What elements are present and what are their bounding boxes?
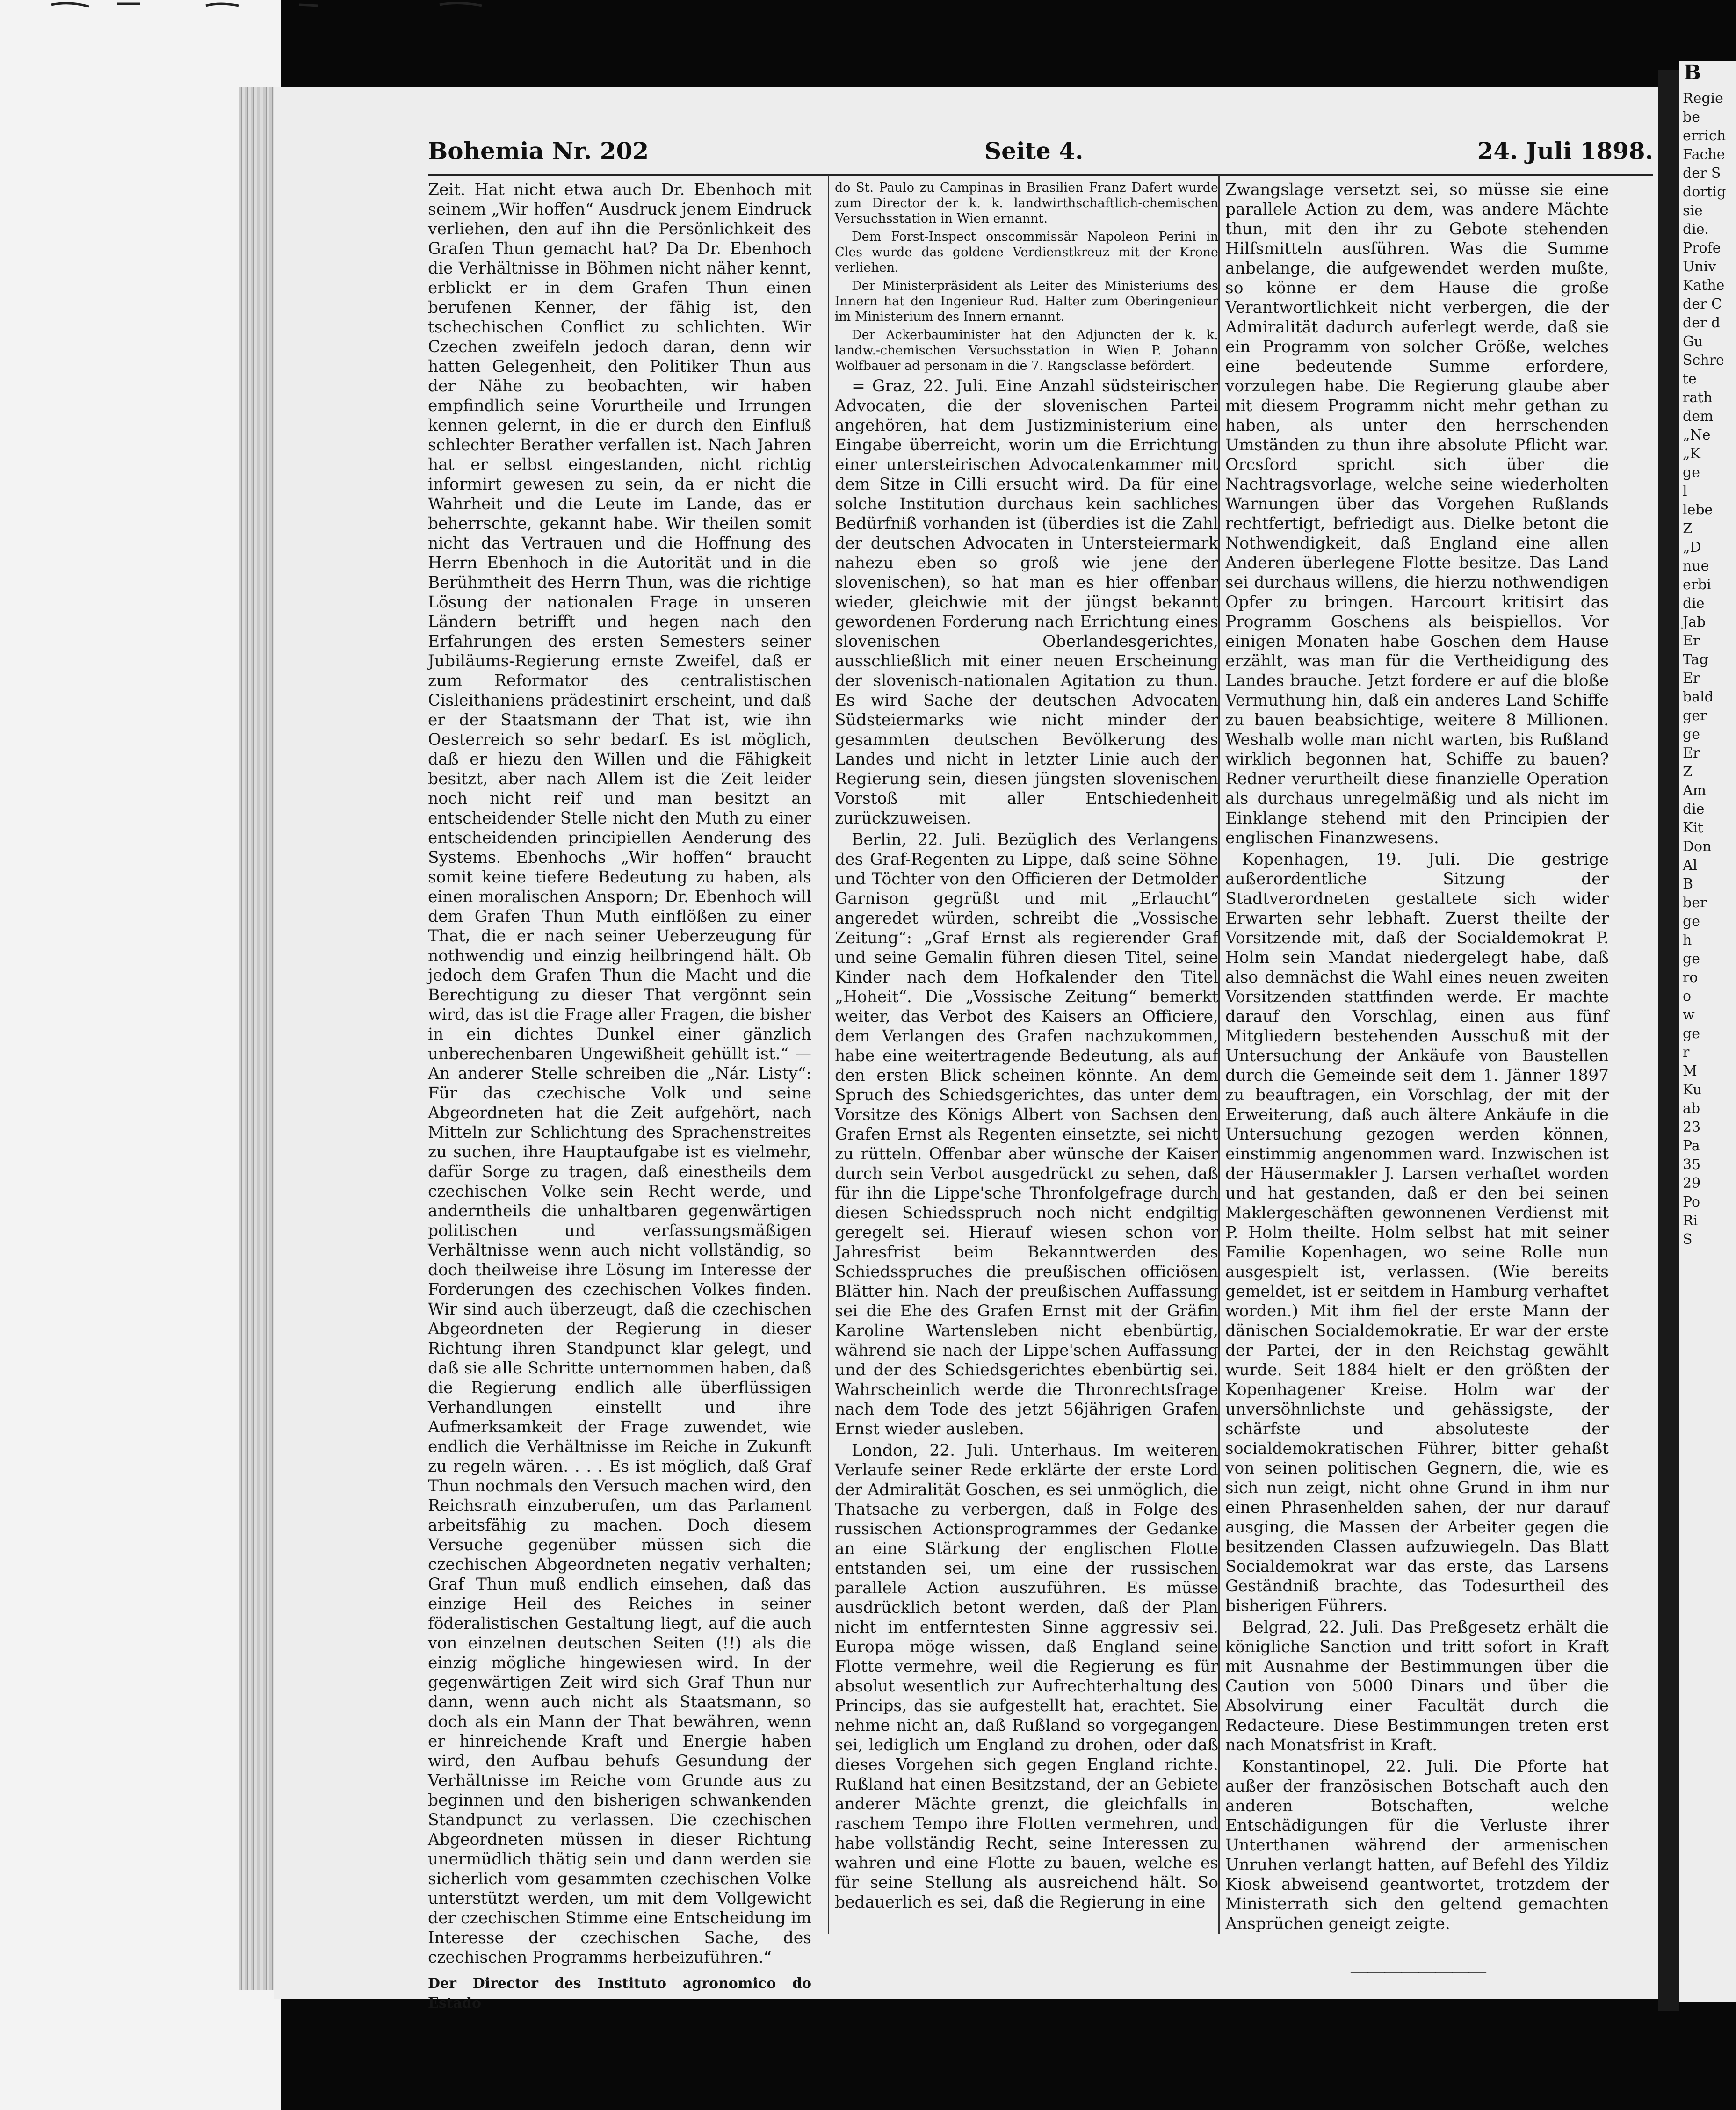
next-page-line-fragment: Don — [1683, 838, 1712, 855]
article-london: London, 22. Juli. Unterhaus. Im weiteren Verlaufe seiner Rede erklärte der erste Lord der Admiralität Goschen, es sei unmöglich, die Thatsache zu verbergen, daß in Folge des russischen Actionsprogrammes der Gedanke an eine Stärkung der englischen Flotte entstanden sei, um eine der russischen parallele Action auszuführen. Es müsse ausdrücklich betont werden, daß der Plan nicht im entferntesten Sinne aggressiv sei. Europa möge wissen, daß England seine Flotte vermehre, weil die Regierung es für absolut wesentlich zur Aufrechterhaltung des Princips, das sie aufgestellt hat, erachtet. Sie nehme nicht an, daß Rußland so vorgegangen sei, lediglich um England zu drohen, oder daß dieses Vorgehen sich gegen England richte. Rußland hat einen Besitzstand, der an Gebiete anderer Mächte grenzt, die gleichfalls in raschem Tempo ihre Flotten vermehren, und habe vollständig Recht, seine Interessen zu wahren und eine Flotte zu bauen, welche es für seine Stellung als ausreichend hält. So bedauerlich es sei, daß die Regierung in eine — [835, 1441, 1218, 1912]
next-page-line-fragment: ber — [1683, 895, 1707, 911]
next-page-line-fragment: ge — [1683, 726, 1700, 743]
next-page-line-fragment: rath — [1683, 390, 1713, 406]
next-page-line-fragment: Ri — [1683, 1213, 1698, 1229]
column-rule — [1218, 175, 1220, 1934]
next-page-line-fragment: M — [1683, 1063, 1697, 1079]
next-page-line-fragment: Gu — [1683, 333, 1703, 350]
gutter-shadow — [1658, 70, 1679, 2011]
header-page-number: Seite 4. — [984, 137, 1084, 165]
next-page-line-fragment: die — [1683, 595, 1705, 612]
next-page-line-fragment: Z — [1683, 764, 1693, 780]
next-page-line-fragment: w — [1683, 1007, 1695, 1023]
next-page-line-fragment: Profe — [1683, 240, 1721, 256]
column-3 — [1225, 180, 1609, 1983]
article-text: Der Director des Instituto agronomico do Estado — [428, 1975, 811, 2011]
next-page-line-fragment: Ku — [1683, 1082, 1702, 1098]
next-page-line-fragment: nue — [1683, 558, 1709, 574]
next-page-line-fragment: Er — [1683, 633, 1700, 649]
next-page-line-fragment: ge — [1683, 1026, 1700, 1042]
newspaper-page — [274, 87, 1658, 2011]
next-page-line-fragment: Schre — [1683, 352, 1724, 369]
article-text: Zeit. Hat nicht etwa auch Dr. Ebenhoch mit seinem „Wir hoffen“ Ausdruck jenem Eindruck verliehen, den auf ihn die Persönlichkeit des Grafen Thun gemacht hat? Da Dr. Ebenhoch die Verhältnisse in Böhmen nicht näher kennt, erblickt er in dem Grafen Thun einen berufenen Kenner, der fähig ist, den tschechischen Conflict zu schlichten. Wir Czechen zweifeln jedoch daran, denn wir hatten Gelegenheit, den Politiker Thun aus der Nähe zu beobachten, wir haben empfindlich seine Vorurtheile und Irrungen kennen gelernt, in die er durch den Einfluß schlechter Berather verfallen ist. Nach Jahren hat er selbst eingestanden, nicht richtig informirt gewesen zu sein, da er nicht die Wahrheit und die Leute im Lande, das er beherrschte, gekannt habe. Wir theilen somit nicht das Vertrauen und die Hoffnung des Herrn Ebenhoch in die Autorität und in die Berühmtheit des Herrn Thun, was die richtige Lösung der nationalen Frage in unseren Ländern betrifft und hegen nach den Erfahrungen des ersten Semesters seiner Jubiläums-Regierung ernste Zweifel, daß er zum Reformator des centralistischen Cisleithaniens prädestinirt erscheint, und daß er der Staatsmann der That ist, wie ihn Oesterreich so sehr bedarf. Es ist möglich, daß er hiezu den Willen und die Fähigkeit besitzt, aber nach Allem ist die Zeit leider noch nicht reif und man besitzt an entscheidender Stelle nicht den Muth zu einer entscheidenden principiellen Aenderung des Systems. Ebenhochs „Wir hoffen“ braucht somit keine tiefere Bedeutung zu haben, als einen moralischen Ansporn; Dr. Ebenhoch will dem Grafen Thun Muth einflößen zu einer That, die er nach seiner Ueberzeugung für nothwendig und einzig heilbringend hält. Ob jedoch dem Grafen Thun die Macht und die Berechtigung zu dieser That vergönnt sein wird, das ist die Frage aller Fragen, die bisher in ein dichtes Dunkel einer gänzlich unberechenbaren Ungewißheit gehüllt ist.“ — An anderer Stelle schreiben die „Nár. Listy“: Für das czechische Volk und seine Abgeordneten hat die Zeit aufgehört, nach Mitteln zur Schlichtung des Sprachenstreites zu suchen, ihre Hauptaufgabe ist es vielmehr, dafür Sorge zu tragen, daß einestheils dem czechischen Volke sein Recht werde, und anderntheils die unhaltbaren gegenwärtigen politischen und verfassungsmäßigen Verhältnisse wenn auch nicht vollständig, so doch theilweise ihre Lösung im Interesse der Forderungen des czechischen Volkes finden. Wir sind auch überzeugt, daß die czechischen Abgeordneten der Regierung in dieser Richtung ihren Standpunct klar gelegt, und daß sie alle Schritte unternommen haben, daß die Regierung endlich alle überflüssigen Verhandlungen einstellt und ihre Aufmerksamkeit der Frage zuwendet, wie endlich die Verhältnisse im Reiche in Zukunft zu regeln wären. . . . Es ist möglich, daß Graf Thun nochmals den Versuch machen wird, den Reichsrath einzuberufen, um das Parlament arbeitsfähig zu machen. Doch diesem Versuche gegenüber müssen sich die czechischen Abgeordneten negativ verhalten; Graf Thun muß endlich einsehen, daß das einzige Heil des Reiches in seiner föderalistischen Gestaltung liegt, auf die auch von einzelnen deutschen Seiten (!!) als die einzig mögliche hingewiesen wird. In der gegenwärtigen Zeit wird sich Graf Thun nur dann, wenn auch nicht als Staatsmann, so doch als ein Mann der That bewähren, wenn er hinreichende Kraft und Energie haben wird, den Aufbau behufs Gesundung der Verhältnisse im Reiche vom Grunde aus zu beginnen und den bisherigen schwankenden Standpunct zu verlassen. Die czechischen Abgeordneten müssen in dieser Richtung unermüdlich thätig sein und dann werden sie sicherlich vom gesammten czechischen Volke unterstützt werden, um mit dem Vollgewicht der czechischen Stimme eine Entscheidung im Interesse der czechischen Sache, des czechischen Programms herbeizuführen.“ — [428, 181, 811, 1967]
next-page-line-fragment: „Ne — [1683, 427, 1711, 443]
next-page-line-fragment: Er — [1683, 670, 1700, 686]
section-separator: ———————— — [1350, 1960, 1484, 1983]
next-page-line-fragment: der C — [1683, 296, 1722, 312]
next-page-line-fragment: Z — [1683, 520, 1693, 537]
column-2 — [835, 180, 1218, 1957]
article-text: Zwangslage versetzt sei, so müsse sie eine parallele Action zu dem, was andere Mächte thun, mit den ihr zu Gebote stehenden Hilfsmitteln ausführen. Was die Summe anbelange, die aufgewendet werden mußte, so könne er dem Hause die große Verantwortlichkeit nicht verbergen, die der Admiralität dadurch auferlegt werde, daß sie ein Programm von solcher Größe, welches eine bedeutende Summe erfordere, vorzulegen habe. Die Regierung glaube aber mit diesem Programm nicht mehr gethan zu haben, als unter den herrschenden Umständen zu thun ihre absolute Pflicht war. Orcsford spricht sich über die Nachtragsvorlage, welche seine wiederholten Warnungen über das Vorgehen Rußlands rechtfertigt, befriedigt aus. Dielke betont die Nothwendigkeit, daß England eine allen Anderen überlegene Flotte besitze. Das Land sei durchaus willens, die hierzu nothwendigen Opfer zu bringen. Harcourt kritisirt das Programm Goschens als beispiellos. Vor einigen Monaten habe Goschen dem Hause erzählt, was man für die Vertheidigung des Landes brauche. Jetzt fordere er auf die bloße Vermuthung hin, daß ein anderes Land Schiffe zu bauen beabsichtige, weitere 8 Millionen. Weshalb wolle man nicht warten, bis Rußland wirklich begonnen hat, Schiffe zu bauen? Redner verurtheilt diese finanzielle Operation als durchaus unregelmäßig und als nicht im Einklange stehend mit den Principien der englischen Finanzwesens. — [1225, 181, 1609, 847]
news-brief: Der Ministerpräsident als Leiter des Ministeriums des Innern hat den Ingenieur Rud. Halter zum Oberingenieur im Ministerium des Innern ernannt. — [835, 279, 1218, 324]
next-page-line-fragment: die. — [1683, 221, 1709, 238]
next-page-line-fragment: bald — [1683, 689, 1714, 705]
next-page-line-fragment: die — [1683, 801, 1705, 817]
next-page-line-fragment: Kathe — [1683, 277, 1725, 294]
next-page-line-fragment: 29 — [1683, 1175, 1701, 1192]
article-berlin: Berlin, 22. Juli. Bezüglich des Verlangens des Graf-Regenten zu Lippe, daß seine Söhne und Töchter von den Officieren der Detmolder Garnison gegrüßt und mit „Erlaucht“ angeredet würden, schreibt die „Vossische Zeitung“: „Graf Ernst als regierender Graf und seine Gemalin führen diesen Titel, seine Kinder nach dem Hofkalender den Titel „Hoheit“. Die „Vossische Zeitung“ bemerkt weiter, das Verbot des Kaisers an Officiere, dem Verlangen des Grafen nachzukommen, habe eine weitertragende Bedeutung, als auf den ersten Blick scheinen könnte. An dem Spruch des Schiedsgerichtes, das unter dem Vorsitze des Königs Albert von Sachsen den Grafen Ernst als Regenten einsetzte, sei nicht zu rütteln. Offenbar aber wünsche der Kaiser durch sein Verbot ausgedrückt zu sehen, daß für ihn die Lippe'sche Thronfolgefrage durch diesen Schiedsspruch noch nicht endgiltig geregelt sei. Hierauf wiesen schon vor Jahresfrist beim Bekanntwerden des Schiedsspruches die preußischen officiösen Blätter hin. Nach der preußischen Auffassung sei die Ehe des Grafen Ernst mit der Gräfin Karoline Wartensleben nicht ebenbürtig, während sie nach der Lippe'schen Auffassung und der des Schiedsgerichtes ebenbürtig sei. Wahrscheinlich werde die Thronrechtsfrage nach dem Tode des jetzt 56jährigen Grafen Ernst wieder ausleben. — [835, 831, 1218, 1438]
next-page-line-fragment: be — [1683, 109, 1700, 125]
next-page-line-fragment: Kit — [1683, 820, 1704, 836]
next-page-fragment — [1679, 61, 1736, 2002]
next-page-line-fragment: o — [1683, 988, 1692, 1004]
next-page-line-fragment: Pa — [1683, 1138, 1700, 1154]
next-page-line-fragment: der d — [1683, 315, 1721, 331]
next-page-line-fragment: ge — [1683, 913, 1700, 930]
column-rule — [828, 175, 829, 1934]
article-kopenhagen: Kopenhagen, 19. Juli. Die gestrige außerordentliche Sitzung der Stadtverordneten gestaltete sich wider Erwarten sehr lebhaft. Zuerst theilte der Vorsitzende mit, daß der Socialdemokrat P. Holm sein Mandat niedergelegt habe, daß also demnächst die Wahl eines neuen zweiten Vorsitzenden stattfinden werde. Er machte darauf den Vorschlag, einen aus fünf Mitgliedern bestehenden Ausschuß mit der Untersuchung der Ankäufe von Baustellen durch die Gemeinde seit dem 1. Jänner 1897 zu beauftragen, ein Vorschlag, der mit der Erweiterung, daß auch ältere Ankäufe in die Untersuchung gezogen werden können, einstimmig angenommen ward. Inzwischen ist der Häusermakler J. Larsen verhaftet worden und hat gestanden, daß er den bei seinen Maklergeschäften gewonnenen Verdienst mit P. Holm theilte. Holm selbst hat mit seiner Familie Kopenhagen, wo seine Rolle nun ausgespielt ist, verlassen. (Wie bereits gemeldet, ist er seitdem in Hamburg verhaftet worden.) Mit ihm fiel der erste Mann der dänischen Socialdemokratie. Er war der erste der Partei, der in den Reichstag gewählt wurde. Seit 1884 hielt er den größten der Kopenhagener Kreise. Holm war der unversöhnlichste und gehässigste, der schärfste und absoluteste der socialdemokratischen Führer, bitter gehaßt von seinen politischen Gegnern, die, wie es sich nun zeigt, nicht ohne Grund in ihm nur einen Phrasenhelden sahen, der nur darauf ausging, die Massen der Arbeiter gegen die besitzenden Classen aufzuwiegeln. Das Blatt Socialdemokrat war das erste, das Larsens Geständniß brachte, das Todesurtheil des bisherigen Führers. — [1225, 850, 1609, 1615]
next-page-line-fragment: Tag — [1683, 651, 1708, 668]
next-page-line-fragment: B — [1683, 876, 1693, 892]
next-page-line-fragment: Am — [1683, 782, 1707, 799]
next-page-line-fragment: r — [1683, 1044, 1690, 1061]
next-page-line-fragment: „K — [1683, 446, 1700, 462]
next-page-line-fragment: S — [1683, 1231, 1693, 1248]
next-page-line-fragment: Univ — [1683, 259, 1716, 275]
next-page-line-fragment: ge — [1683, 464, 1700, 481]
header-paper-title: Bohemia Nr. 202 — [428, 137, 649, 165]
article-konstantinopel: Konstantinopel, 22. Juli. Die Pforte hat außer der französischen Botschaft auch den anderen Botschaften, welche Entschädigungen für die Verluste ihrer Unterthanen während der armenischen Unruhen verlangt hatten, auf Befehl des Yildiz Kiosk abweisend geantwortet, trotzdem der Ministerrath sich den geltend gemachten Ansprüchen geneigt zeigte. — [1225, 1757, 1609, 1933]
next-page-line-fragment: Regie — [1683, 90, 1723, 107]
next-page-line-fragment: ab — [1683, 1100, 1700, 1117]
article-belgrad: Belgrad, 22. Juli. Das Preßgesetz erhält die königliche Sanction und tritt sofort in Kraft mit Ausnahme der Bestimmungen über die Caution von 5000 Dinars und über die Absolvirung einer Facultät durch die Redacteure. Diese Bestimmungen treten erst nach Monatsfrist in Kraft. — [1225, 1618, 1609, 1755]
next-page-line-fragment: ro — [1683, 969, 1698, 986]
next-page-text — [1679, 89, 1736, 1249]
column-1 — [428, 180, 811, 2011]
next-page-line-fragment: dortig — [1683, 184, 1726, 200]
next-page-line-fragment: dem — [1683, 408, 1714, 425]
news-brief: do St. Paulo zu Campinas in Brasilien Franz Dafert wurde zum Director der k. k. landwirthschaftlich-chemischen Versuchsstation in Wien ernannt. — [835, 181, 1218, 226]
next-page-line-fragment: sie — [1683, 202, 1703, 219]
next-page-line-fragment: Al — [1683, 857, 1698, 874]
next-page-header: B — [1684, 61, 1701, 85]
next-page-line-fragment: 35 — [1683, 1156, 1701, 1173]
next-page-line-fragment: lebe — [1683, 502, 1713, 518]
next-page-line-fragment: Po — [1683, 1194, 1700, 1210]
next-page-line-fragment: Er — [1683, 745, 1700, 761]
next-page-line-fragment: erbi — [1683, 577, 1711, 593]
next-page-line-fragment: ger — [1683, 708, 1707, 724]
news-brief: Dem Forst-Inspect onscommissär Napoleon Perini in Cles wurde das goldene Verdienstkreuz mit der Krone verliehen. — [835, 230, 1218, 275]
next-page-line-fragment: ge — [1683, 951, 1700, 967]
article-graz: = Graz, 22. Juli. Eine Anzahl südsteirischer Advocaten, die der slovenischen Partei angehören, hat dem Justizministerium eine Eingabe überreicht, worin um die Errichtung einer untersteirischen Advocatenkammer mit dem Sitze in Cilli ersucht wird. Da für eine solche Institution durchaus kein sachliches Bedürfniß vorhanden ist (überdies ist die Zahl der deutschen Advocaten in Untersteiermark nahezu eben so groß wie jene der slovenischen), so hat man es hier offenbar wieder, gleichwie mit der jüngst bekannt gewordenen Forderung nach Errichtung eines slovenischen Oberlandesgerichtes, ausschließlich mit einer neuen Erscheinung der slovenisch-nationalen Agitation zu thun. Es wird Sache der deutschen Advocaten Südsteiermarks wie nicht minder der gesammten deutschen Bevölkerung des Landes und nicht in letzter Linie auch der Regierung sein, diesen jüngsten slovenischen Vorstoß mit aller Entschiedenheit zurückzuweisen. — [835, 377, 1218, 828]
handwritten-mark — [19, 0, 580, 23]
page-header — [428, 137, 1653, 176]
next-page-line-fragment: 23 — [1683, 1119, 1701, 1135]
next-page-line-fragment: errich — [1683, 128, 1726, 144]
news-brief: Der Ackerbauminister hat den Adjuncten der k. k. landw.-chemischen Versuchsstation in Wien P. Johann Wolfbauer ad personam in die 7. Rangsclasse befördert. — [835, 328, 1218, 373]
next-page-line-fragment: „D — [1683, 539, 1701, 556]
next-page-line-fragment: l — [1683, 483, 1687, 499]
next-page-line-fragment: te — [1683, 371, 1697, 387]
next-page-line-fragment: Jab — [1683, 614, 1706, 630]
next-page-line-fragment: h — [1683, 932, 1692, 948]
next-page-line-fragment: der S — [1683, 165, 1721, 181]
next-page-line-fragment: Fache — [1683, 146, 1725, 163]
header-date: 24. Juli 1898. — [1477, 137, 1653, 165]
